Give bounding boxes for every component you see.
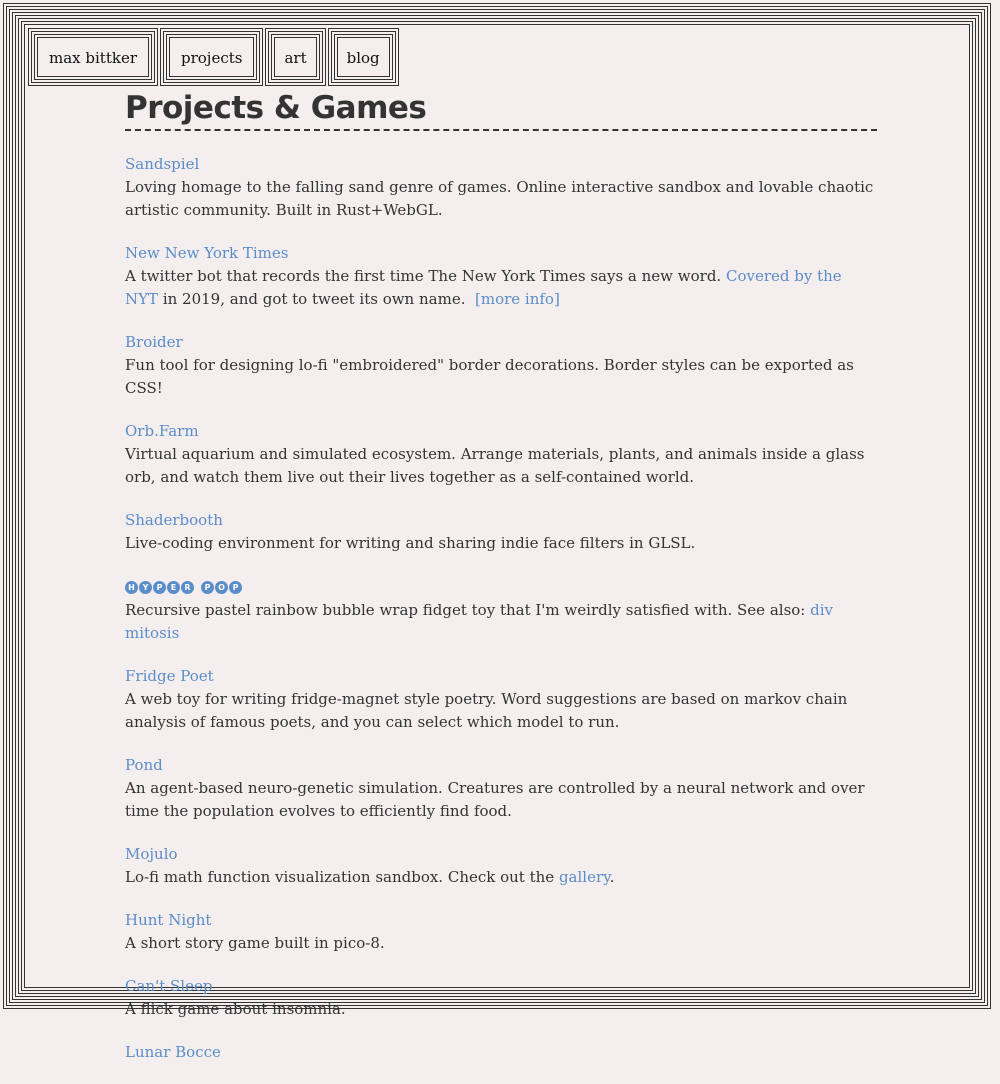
project-link-mojulo[interactable]: Mojulo — [125, 845, 178, 863]
project-link-lunar-bocce[interactable]: Lunar Bocce — [125, 1043, 221, 1061]
bubble-letter: P — [229, 581, 242, 594]
project-item — [125, 153, 877, 222]
project-item — [125, 754, 877, 823]
project-description — [125, 265, 877, 311]
project-description: Live-coding environment for writing and sharing indie face filters in GLSL. — [125, 534, 696, 552]
bubble-letter: R — [181, 581, 194, 594]
project-item — [125, 665, 877, 734]
bubble-letter: H — [125, 581, 138, 594]
nav-projects-link[interactable]: projects — [160, 28, 263, 86]
project-link-orb-farm[interactable]: Orb.Farm — [125, 422, 199, 440]
bubble-letter: O — [215, 581, 228, 594]
project-description: Virtual aquarium and simulated ecosystem. Arrange materials, plants, and animals inside a glass orb, and watch them live out their lives together as a self-contained world. — [125, 445, 865, 486]
project-description: An agent-based neuro-genetic simulation. Creatures are controlled by a neural network and over time the population evolves to efficiently find food. — [125, 779, 865, 820]
project-description — [125, 599, 877, 645]
nav-art-link[interactable]: art — [265, 28, 325, 86]
project-link-fridge-poet[interactable]: Fridge Poet — [125, 667, 214, 685]
project-link-pond[interactable]: Pond — [125, 756, 163, 774]
description-text: A twitter bot that records the first time The New York Times says a new word. — [125, 267, 726, 285]
project-item — [125, 420, 877, 489]
project-item — [125, 843, 877, 889]
covered-by-nyt-link[interactable]: Covered by the NYT — [125, 267, 842, 308]
page-title: Projects & Games — [125, 88, 877, 131]
nav-blog-link[interactable]: blog — [328, 28, 399, 86]
project-link-hyper-pop[interactable] — [125, 576, 242, 599]
top-nav — [28, 28, 399, 86]
project-item — [125, 331, 877, 400]
project-item — [125, 242, 877, 311]
project-item — [125, 1041, 877, 1064]
project-link-broider[interactable]: Broider — [125, 333, 183, 351]
bubble-letter: E — [167, 581, 180, 594]
project-link-sandspiel[interactable]: Sandspiel — [125, 155, 200, 173]
project-link-hunt-night[interactable]: Hunt Night — [125, 911, 212, 929]
project-description: A web toy for writing fridge-magnet style poetry. Word suggestions are based on markov chain analysis of famous poets, and you can select which model to run. — [125, 690, 848, 731]
more-info-link[interactable]: [more info] — [475, 290, 560, 308]
project-description: Loving homage to the falling sand genre of games. Online interactive sandbox and lovable chaotic artistic community. Built in Rust+WebGL. — [125, 178, 874, 219]
description-text: Recursive pastel rainbow bubble wrap fidget toy that I'm weirdly satisfied with. See also: — [125, 601, 811, 619]
project-link-shaderbooth[interactable]: Shaderbooth — [125, 511, 223, 529]
description-text: Lo-fi math function visualization sandbox. Check out the — [125, 868, 559, 886]
bubble-letter: P — [153, 581, 166, 594]
project-item — [125, 975, 877, 1021]
project-item — [125, 909, 877, 955]
project-link-cant-sleep[interactable]: Can't Sleep — [125, 977, 213, 995]
main-content — [125, 88, 877, 1084]
description-text: in 2019, and got to tweet its own name. — [158, 290, 475, 308]
gallery-link[interactable]: gallery — [558, 868, 610, 886]
nav-home-link[interactable]: max bittker — [28, 28, 158, 86]
div-mitosis-link[interactable]: div mitosis — [125, 601, 833, 642]
project-description: A short story game built in pico-8. — [125, 934, 385, 952]
project-description: Fun tool for designing lo-fi "embroidered" border decorations. Border styles can be exported as CSS! — [125, 356, 854, 397]
bubble-letter: Y — [139, 581, 152, 594]
project-description — [125, 866, 877, 889]
project-description: A flick game about insomnia. — [125, 1000, 346, 1018]
project-link-new-new-york-times[interactable]: New New York Times — [125, 244, 289, 262]
project-item — [125, 575, 877, 645]
bubble-letter: P — [201, 581, 214, 594]
description-text: . — [609, 868, 615, 886]
project-list — [125, 153, 877, 1064]
project-item — [125, 509, 877, 555]
